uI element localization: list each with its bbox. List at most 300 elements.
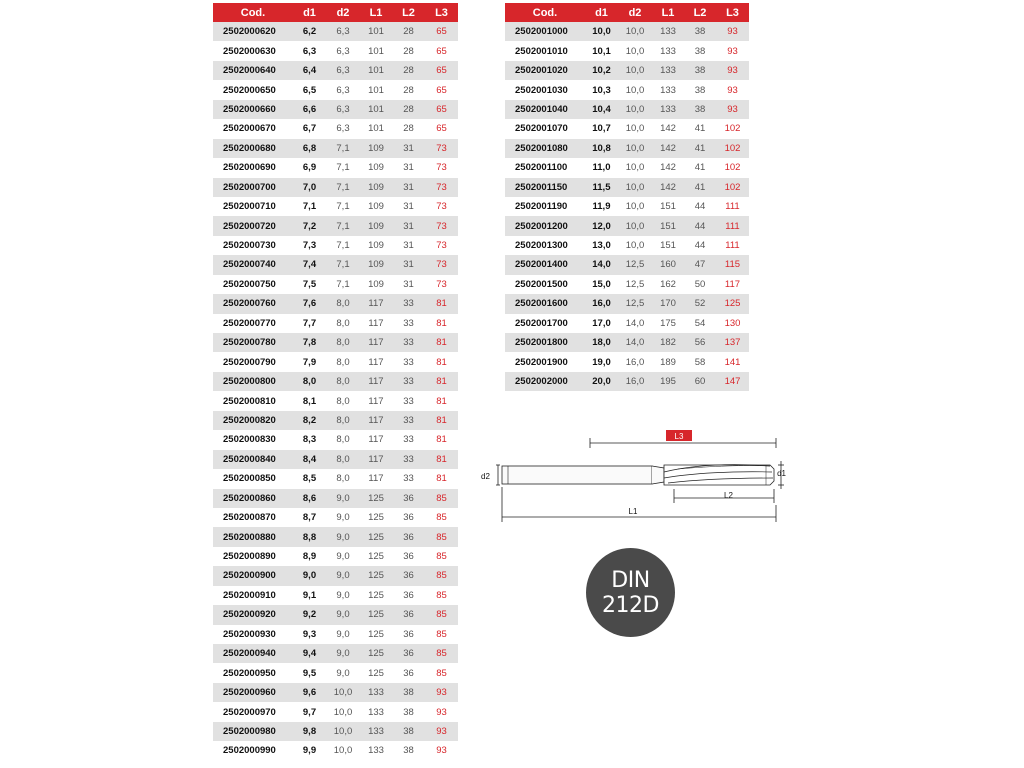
cell-l3: 73	[425, 275, 458, 294]
cell-l1: 133	[652, 22, 684, 41]
cell-d2: 8,0	[326, 314, 360, 333]
cell-d1: 7,8	[293, 333, 326, 352]
cell-l2: 38	[392, 741, 425, 760]
table-row	[213, 508, 458, 527]
table-row	[505, 255, 749, 274]
cell-code: 2502001200	[505, 216, 585, 235]
cell-d1: 6,9	[293, 158, 326, 177]
cell-l3: 73	[425, 158, 458, 177]
cell-d1: 8,3	[293, 430, 326, 449]
cell-l1: 195	[652, 372, 684, 391]
cell-l2: 28	[392, 119, 425, 138]
cell-l1: 142	[652, 139, 684, 158]
cell-d2: 7,1	[326, 255, 360, 274]
cell-l1: 117	[360, 450, 392, 469]
cell-code: 2502000980	[213, 722, 293, 741]
cell-d2: 7,1	[326, 178, 360, 197]
cell-l1: 125	[360, 586, 392, 605]
cell-d1: 11,9	[585, 197, 618, 216]
table-row	[213, 100, 458, 119]
header-d2: d2	[326, 3, 360, 22]
cell-code: 2502000670	[213, 119, 293, 138]
header-d1: d1	[585, 3, 618, 22]
cell-d2: 14,0	[618, 314, 652, 333]
cell-l3: 85	[425, 547, 458, 566]
table-row	[213, 61, 458, 80]
cell-d1: 6,8	[293, 139, 326, 158]
table-row	[213, 119, 458, 138]
cell-l3: 111	[716, 216, 749, 235]
cell-l3: 81	[425, 352, 458, 371]
cell-l3: 73	[425, 178, 458, 197]
cell-l1: 125	[360, 547, 392, 566]
cell-d1: 9,8	[293, 722, 326, 741]
cell-d1: 7,3	[293, 236, 326, 255]
cell-d1: 7,7	[293, 314, 326, 333]
cell-d2: 10,0	[618, 197, 652, 216]
table-row	[213, 391, 458, 410]
cell-l1: 170	[652, 294, 684, 313]
cell-code: 2502001600	[505, 294, 585, 313]
header-l1: L1	[360, 3, 392, 22]
cell-l1: 133	[360, 722, 392, 741]
cell-code: 2502001400	[505, 255, 585, 274]
cell-d2: 9,0	[326, 644, 360, 663]
cell-d1: 6,6	[293, 100, 326, 119]
cell-l1: 109	[360, 275, 392, 294]
cell-l2: 54	[684, 314, 716, 333]
cell-code: 2502000890	[213, 547, 293, 566]
cell-d1: 8,6	[293, 489, 326, 508]
cell-d2: 14,0	[618, 333, 652, 352]
cell-l2: 31	[392, 255, 425, 274]
cell-d2: 6,3	[326, 100, 360, 119]
cell-d1: 6,3	[293, 41, 326, 60]
header-cod: Cod.	[213, 3, 293, 22]
cell-l1: 142	[652, 178, 684, 197]
cell-l1: 117	[360, 294, 392, 313]
cell-d1: 11,5	[585, 178, 618, 197]
table-row	[505, 197, 749, 216]
table-row	[213, 294, 458, 313]
cell-l1: 189	[652, 352, 684, 371]
cell-l2: 38	[392, 722, 425, 741]
cell-l2: 36	[392, 663, 425, 682]
cell-d1: 7,2	[293, 216, 326, 235]
cell-code: 2502000940	[213, 644, 293, 663]
table-row	[213, 683, 458, 702]
table-row	[505, 139, 749, 158]
din-standard-badge	[586, 548, 675, 637]
cell-d1: 8,1	[293, 391, 326, 410]
table-header-row	[213, 3, 458, 22]
cell-d2: 7,1	[326, 158, 360, 177]
table-row	[213, 22, 458, 41]
cell-l3: 85	[425, 489, 458, 508]
cell-l3: 65	[425, 41, 458, 60]
cell-d2: 10,0	[618, 178, 652, 197]
cell-l1: 101	[360, 119, 392, 138]
cell-d1: 8,5	[293, 469, 326, 488]
cell-d1: 9,7	[293, 702, 326, 721]
cell-l2: 31	[392, 178, 425, 197]
cell-d2: 9,0	[326, 625, 360, 644]
cell-d1: 16,0	[585, 294, 618, 313]
cell-code: 2502001080	[505, 139, 585, 158]
cell-l3: 93	[716, 22, 749, 41]
cell-d1: 7,6	[293, 294, 326, 313]
cell-l1: 175	[652, 314, 684, 333]
cell-d1: 7,5	[293, 275, 326, 294]
cell-l1: 133	[360, 741, 392, 760]
cell-d2: 10,0	[326, 702, 360, 721]
table-row	[213, 741, 458, 760]
cell-l2: 44	[684, 197, 716, 216]
cell-l3: 125	[716, 294, 749, 313]
cell-l2: 31	[392, 197, 425, 216]
table-row	[505, 22, 749, 41]
cell-l3: 81	[425, 314, 458, 333]
cell-d1: 6,5	[293, 80, 326, 99]
cell-l3: 130	[716, 314, 749, 333]
table-row	[213, 216, 458, 235]
cell-d2: 10,0	[618, 139, 652, 158]
cell-l3: 73	[425, 197, 458, 216]
cell-l3: 81	[425, 333, 458, 352]
cell-l3: 85	[425, 644, 458, 663]
cell-d2: 10,0	[618, 216, 652, 235]
cell-code: 2502000620	[213, 22, 293, 41]
cell-d2: 10,0	[618, 41, 652, 60]
cell-d1: 10,1	[585, 41, 618, 60]
cell-l3: 85	[425, 625, 458, 644]
cell-l1: 109	[360, 158, 392, 177]
cell-l2: 44	[684, 236, 716, 255]
cell-l2: 47	[684, 255, 716, 274]
table-row	[213, 255, 458, 274]
table-row	[213, 722, 458, 741]
reamer-diagram	[478, 425, 788, 525]
table-row	[505, 333, 749, 352]
cell-d2: 16,0	[618, 372, 652, 391]
cell-l3: 81	[425, 411, 458, 430]
cell-l3: 141	[716, 352, 749, 371]
cell-l1: 133	[360, 683, 392, 702]
cell-code: 2502000800	[213, 372, 293, 391]
cell-l3: 111	[716, 236, 749, 255]
cell-l1: 117	[360, 372, 392, 391]
cell-d2: 10,0	[618, 22, 652, 41]
cell-l2: 33	[392, 333, 425, 352]
cell-d2: 12,5	[618, 255, 652, 274]
cell-l2: 33	[392, 314, 425, 333]
cell-code: 2502000660	[213, 100, 293, 119]
cell-d1: 20,0	[585, 372, 618, 391]
cell-d2: 10,0	[326, 741, 360, 760]
cell-d2: 7,1	[326, 216, 360, 235]
cell-l1: 133	[652, 61, 684, 80]
cell-l3: 93	[425, 702, 458, 721]
cell-l3: 85	[425, 663, 458, 682]
cell-l1: 133	[652, 41, 684, 60]
cell-code: 2502000820	[213, 411, 293, 430]
cell-l2: 33	[392, 469, 425, 488]
table-row	[213, 372, 458, 391]
table-row	[505, 41, 749, 60]
cell-l1: 109	[360, 178, 392, 197]
cell-d2: 9,0	[326, 508, 360, 527]
cell-d2: 7,1	[326, 275, 360, 294]
cell-code: 2502000900	[213, 566, 293, 585]
cell-d1: 10,7	[585, 119, 618, 138]
cell-l1: 117	[360, 469, 392, 488]
cell-l1: 125	[360, 489, 392, 508]
cell-l3: 102	[716, 139, 749, 158]
cell-d2: 10,0	[618, 61, 652, 80]
cell-d2: 9,0	[326, 605, 360, 624]
cell-l1: 182	[652, 333, 684, 352]
table-row	[213, 547, 458, 566]
cell-l3: 65	[425, 61, 458, 80]
cell-d2: 8,0	[326, 294, 360, 313]
badge-line-1: DIN	[611, 567, 650, 593]
cell-d1: 8,4	[293, 450, 326, 469]
table-row	[213, 41, 458, 60]
cell-code: 2502000970	[213, 702, 293, 721]
cell-code: 2502000740	[213, 255, 293, 274]
cell-d1: 7,0	[293, 178, 326, 197]
cell-l3: 93	[425, 741, 458, 760]
cell-l2: 41	[684, 119, 716, 138]
cell-code: 2502000760	[213, 294, 293, 313]
cell-d2: 9,0	[326, 489, 360, 508]
cell-d2: 8,0	[326, 333, 360, 352]
table-row	[213, 469, 458, 488]
cell-l2: 36	[392, 586, 425, 605]
cell-l2: 36	[392, 508, 425, 527]
cell-d1: 10,2	[585, 61, 618, 80]
table-row	[213, 178, 458, 197]
header-l3: L3	[425, 3, 458, 22]
cell-l2: 36	[392, 527, 425, 546]
cell-code: 2502001800	[505, 333, 585, 352]
cell-l3: 93	[716, 80, 749, 99]
table-row	[505, 100, 749, 119]
cell-d1: 7,4	[293, 255, 326, 274]
cell-d2: 9,0	[326, 527, 360, 546]
cell-l1: 117	[360, 352, 392, 371]
header-l1: L1	[652, 3, 684, 22]
cell-d2: 10,0	[618, 119, 652, 138]
cell-d1: 9,5	[293, 663, 326, 682]
table-row	[213, 702, 458, 721]
cell-code: 2502000770	[213, 314, 293, 333]
cell-l1: 101	[360, 22, 392, 41]
cell-code: 2502000630	[213, 41, 293, 60]
cell-code: 2502001300	[505, 236, 585, 255]
cell-l2: 28	[392, 100, 425, 119]
cell-d1: 9,3	[293, 625, 326, 644]
cell-l2: 36	[392, 489, 425, 508]
cell-l2: 33	[392, 391, 425, 410]
cell-code: 2502001190	[505, 197, 585, 216]
table-row	[505, 275, 749, 294]
header-l3: L3	[716, 3, 749, 22]
table-row	[213, 139, 458, 158]
table-row	[213, 644, 458, 663]
cell-l3: 117	[716, 275, 749, 294]
cell-l2: 28	[392, 61, 425, 80]
cell-l3: 81	[425, 372, 458, 391]
cell-l1: 117	[360, 333, 392, 352]
cell-l2: 33	[392, 450, 425, 469]
cell-d2: 8,0	[326, 411, 360, 430]
cell-l2: 31	[392, 216, 425, 235]
table-row	[505, 216, 749, 235]
cell-l3: 147	[716, 372, 749, 391]
cell-l1: 125	[360, 663, 392, 682]
cell-l2: 28	[392, 22, 425, 41]
table-row	[505, 80, 749, 99]
cell-d1: 15,0	[585, 275, 618, 294]
cell-d2: 9,0	[326, 663, 360, 682]
cell-d2: 6,3	[326, 119, 360, 138]
cell-l1: 133	[652, 100, 684, 119]
cell-l2: 36	[392, 547, 425, 566]
cell-code: 2502000720	[213, 216, 293, 235]
cell-d2: 7,1	[326, 197, 360, 216]
cell-l1: 151	[652, 216, 684, 235]
cell-d2: 10,0	[618, 80, 652, 99]
cell-code: 2502001500	[505, 275, 585, 294]
table-row	[505, 158, 749, 177]
cell-l2: 56	[684, 333, 716, 352]
cell-l3: 102	[716, 158, 749, 177]
table-row	[213, 197, 458, 216]
cell-l3: 102	[716, 178, 749, 197]
cell-l3: 81	[425, 391, 458, 410]
cell-d1: 7,9	[293, 352, 326, 371]
cell-l3: 93	[425, 722, 458, 741]
table-row	[213, 236, 458, 255]
cell-d2: 10,0	[618, 100, 652, 119]
cell-l2: 38	[392, 683, 425, 702]
cell-d1: 6,4	[293, 61, 326, 80]
cell-d1: 13,0	[585, 236, 618, 255]
cell-l3: 65	[425, 80, 458, 99]
cell-l1: 101	[360, 41, 392, 60]
cell-d2: 9,0	[326, 566, 360, 585]
table-row	[505, 236, 749, 255]
cell-d1: 9,9	[293, 741, 326, 760]
cell-d2: 12,5	[618, 294, 652, 313]
table-row	[213, 605, 458, 624]
cell-l2: 44	[684, 216, 716, 235]
cell-l2: 38	[684, 41, 716, 60]
cell-d2: 8,0	[326, 430, 360, 449]
cell-d1: 6,7	[293, 119, 326, 138]
cell-code: 2502000920	[213, 605, 293, 624]
cell-d2: 8,0	[326, 450, 360, 469]
cell-code: 2502000730	[213, 236, 293, 255]
cell-l1: 125	[360, 527, 392, 546]
cell-code: 2502000840	[213, 450, 293, 469]
cell-l3: 85	[425, 508, 458, 527]
cell-l3: 102	[716, 119, 749, 138]
cell-d1: 9,6	[293, 683, 326, 702]
cell-l3: 73	[425, 139, 458, 158]
cell-l2: 31	[392, 139, 425, 158]
table-row	[213, 430, 458, 449]
cell-d2: 8,0	[326, 391, 360, 410]
cell-l3: 73	[425, 216, 458, 235]
cell-l3: 65	[425, 119, 458, 138]
cell-d1: 9,4	[293, 644, 326, 663]
cell-code: 2502000870	[213, 508, 293, 527]
cell-d2: 6,3	[326, 41, 360, 60]
cell-d2: 7,1	[326, 139, 360, 158]
cell-l2: 58	[684, 352, 716, 371]
cell-l1: 117	[360, 430, 392, 449]
cell-d1: 12,0	[585, 216, 618, 235]
cell-l2: 41	[684, 178, 716, 197]
cell-code: 2502001030	[505, 80, 585, 99]
cell-code: 2502001010	[505, 41, 585, 60]
cell-d2: 10,0	[618, 236, 652, 255]
cell-l1: 160	[652, 255, 684, 274]
cell-d1: 10,8	[585, 139, 618, 158]
cell-l3: 81	[425, 294, 458, 313]
d1-label: d1	[777, 469, 786, 478]
cell-d2: 9,0	[326, 547, 360, 566]
header-cod: Cod.	[505, 3, 585, 22]
cell-d1: 8,8	[293, 527, 326, 546]
cell-code: 2502000790	[213, 352, 293, 371]
cell-l3: 93	[716, 41, 749, 60]
cell-l1: 125	[360, 625, 392, 644]
cell-l3: 137	[716, 333, 749, 352]
table-header-row	[505, 3, 749, 22]
cell-code: 2502000960	[213, 683, 293, 702]
cell-l1: 162	[652, 275, 684, 294]
cell-l1: 109	[360, 197, 392, 216]
table-row	[213, 450, 458, 469]
cell-l2: 33	[392, 372, 425, 391]
cell-l2: 33	[392, 430, 425, 449]
spec-table-right	[505, 3, 749, 391]
cell-l2: 38	[392, 702, 425, 721]
header-l2: L2	[684, 3, 716, 22]
cell-code: 2502000640	[213, 61, 293, 80]
cell-code: 2502001020	[505, 61, 585, 80]
cell-code: 2502001150	[505, 178, 585, 197]
cell-d1: 19,0	[585, 352, 618, 371]
table-row	[505, 61, 749, 80]
cell-l3: 93	[716, 61, 749, 80]
cell-code: 2502000700	[213, 178, 293, 197]
cell-l3: 93	[716, 100, 749, 119]
cell-d1: 17,0	[585, 314, 618, 333]
cell-l1: 117	[360, 391, 392, 410]
table-row	[213, 663, 458, 682]
header-l2: L2	[392, 3, 425, 22]
cell-d2: 6,3	[326, 22, 360, 41]
reamer-shank	[502, 466, 652, 484]
cell-code: 2502000860	[213, 489, 293, 508]
table-row	[213, 489, 458, 508]
cell-code: 2502001700	[505, 314, 585, 333]
cell-l1: 151	[652, 236, 684, 255]
